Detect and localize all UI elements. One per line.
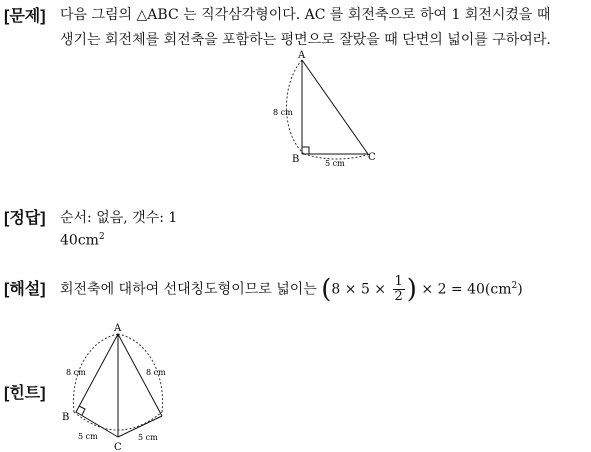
answer-value: $40cm^2$ [60,232,105,249]
problem-line-2: 생기는 회전체를 회전축을 포함하는 평면으로 잘랐을 때 단면의 넓이를 구하여라. [60,32,551,48]
explanation-text: 회전축에 대하여 선대칭도형이므로 넓이는 (8 × 5 × $\frac{1}{2}$ ) × $2 = 40(cm^2)$ [60,274,523,305]
kite-label-right-bottom: 5 cm [138,433,158,442]
hint-kite-figure [58,320,188,452]
problem-triangle-figure [262,52,392,172]
problem-line-1: 다음 그림의 △ABC 는 직각삼각형이다. AC 를 회전축으로 하여 1 회전시켰을 때 [60,7,551,23]
side-ac [302,60,368,154]
problem-label: [문제] [4,8,46,25]
kite-vertex-a: A [114,323,122,334]
kite-vertex-b: B [62,412,70,423]
kite-right-angle-mark [79,406,85,415]
label-bc: 5 cm [325,159,345,168]
vertex-b: B [292,154,300,165]
fraction-half: $\frac{1}{2}$ [394,274,403,305]
kite-vertex-c: C [114,442,122,452]
answer-line-1: 순서: 없음, 갯수: 1 [60,210,178,226]
label-ab: 8 cm [273,108,293,117]
vertex-a: A [298,50,306,61]
rotation-arc [287,60,305,154]
kite-label-left-top: 8 cm [66,368,86,377]
kite-label-right-top: 8 cm [146,368,166,377]
vertex-c: C [368,152,376,163]
hint-label: [힌트] [4,385,46,402]
answer-label: [정답] [4,210,46,227]
kite-label-left-bottom: 5 cm [78,432,98,441]
explanation-label: [해설] [4,281,46,298]
